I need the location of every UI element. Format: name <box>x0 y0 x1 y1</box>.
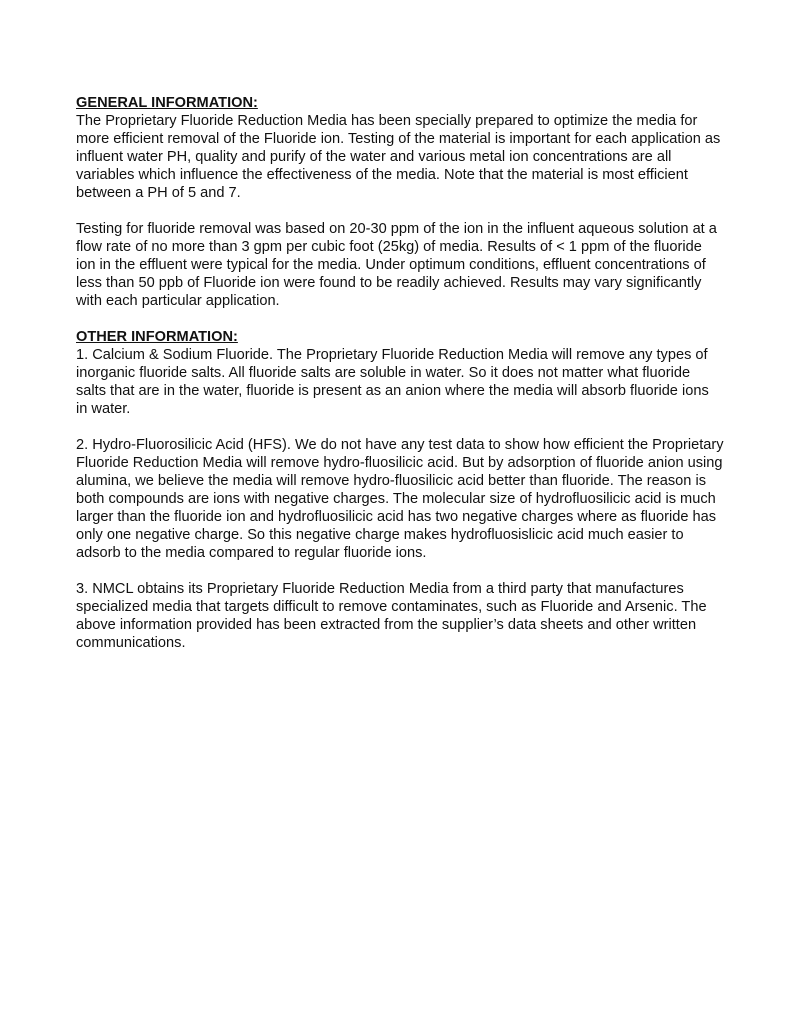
other-information-heading: OTHER INFORMATION: <box>76 329 238 345</box>
general-information-section <box>76 94 724 202</box>
other-information-section <box>76 328 724 418</box>
general-information-heading: GENERAL INFORMATION: <box>76 95 258 111</box>
testing-section <box>76 220 724 310</box>
supplier-section <box>76 580 724 652</box>
hfs-section <box>76 436 724 562</box>
other-information-item-3: 3. NMCL obtains its Proprietary Fluoride Reduction Media from a third party that manufactures specialized media that targets difficult to remove contaminates, such as Fluoride and Arsenic. The above information provided has been extracted from the supplier’s data sheets and other written communications. <box>76 581 707 651</box>
other-information-item-2: 2. Hydro-Fluorosilicic Acid (HFS). We do not have any test data to show how efficient the Proprietary Fluoride Reduction Media will remove hydro-fluosilicic acid. But by adsorption of fluoride anion using alumina, we believe the media will remove hydro-fluosilicic acid better than fluoride. The reason is both compounds are ions with negative charges. The molecular size of hydrofluosilicic acid is much larger than the fluoride ion and hydrofluosilicic acid has two negative charges where as fluoride has only one negative charge. So this negative charge makes hydrofluosislicic acid much easier to adsorb to the media compared to regular fluoride ions. <box>76 437 724 561</box>
general-information-paragraph-2: Testing for fluoride removal was based on 20-30 ppm of the ion in the influent aqueous solution at a flow rate of no more than 3 gpm per cubic foot (25kg) of media. Results of < 1 ppm of the fluoride ion in the effluent were typical for the media. Under optimum conditions, effluent concentrations of less than 50 ppb of Fluoride ion were found to be readily achieved. Results may vary significantly with each particular application. <box>76 221 717 309</box>
other-information-item-1: 1. Calcium & Sodium Fluoride. The Proprietary Fluoride Reduction Media will remove any types of inorganic fluoride salts. All fluoride salts are soluble in water. So it does not matter what fluoride salts that are in the water, fluoride is present as an anion where the media will absorb fluoride ions in water. <box>76 347 709 417</box>
document-body <box>76 94 724 670</box>
general-information-paragraph-1: The Proprietary Fluoride Reduction Media has been specially prepared to optimize the media for more efficient removal of the Fluoride ion. Testing of the material is important for each application as influent water PH, quality and purify of the water and various metal ion concentrations are all variables which influence the effectiveness of the media. Note that the material is most efficient between a PH of 5 and 7. <box>76 113 721 201</box>
